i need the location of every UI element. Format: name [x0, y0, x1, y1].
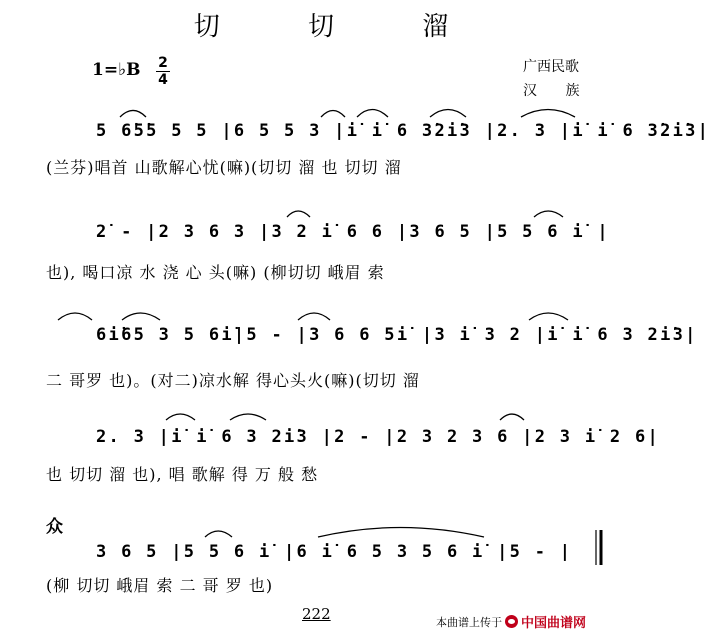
- site-name[interactable]: 中国曲谱网: [521, 616, 587, 631]
- slur: [318, 528, 484, 538]
- slur: [205, 531, 232, 537]
- notation-line-1: 5 6̇5̇5 5 5 |6 5 5 3 |i̇ i̇ 6 3̇2i̇3 |2. 3 |i̇ i̇ 6 3̇2i̇3|: [96, 121, 710, 141]
- key-signature: 1=♭B: [92, 60, 141, 80]
- chorus-marker: 众: [46, 517, 63, 537]
- slur: [521, 110, 575, 118]
- lyrics-line-4: 也 切切 溜 也), 唱 歌解 得 万 般 愁: [46, 465, 319, 484]
- final-barline: [596, 530, 601, 565]
- song-title: 切 切 溜: [193, 12, 489, 42]
- lyrics-line-2: 也), 喝口凉 水 浇 心 头(嘛) (柳切切 峨眉 索: [46, 263, 385, 282]
- lyrics-line-5: (柳 切切 峨眉 索 二 哥 罗 也): [46, 576, 274, 595]
- slur: [321, 111, 345, 118]
- lyrics-line-3: 二 哥罗 也)。(对二)凉水解 得心头火(嘛)(切切 溜: [46, 371, 420, 390]
- footer-credit: [436, 612, 586, 631]
- lyrics-line-1: (兰芬)唱首 山歌解心忧(嘛)(切切 溜 也 切切 溜: [46, 158, 402, 177]
- notation-line-2: 2̇ - |2 3 6 3 |3 2 i̇ 6 6 |3 6 5 |5 5 6 i̇ |: [96, 222, 610, 242]
- slur: [500, 414, 524, 420]
- slur: [298, 313, 330, 320]
- meter-bottom: 4: [158, 72, 168, 88]
- notation-line-4: 2. 3 |i̇ i̇ 6 3 2i̇3 |2 - |2 3 2 3 6 |2 3 i̇ 2 6|: [96, 427, 661, 447]
- ethnic-group: 汉 族: [523, 83, 592, 99]
- slur: [357, 110, 388, 118]
- slur: [430, 110, 466, 118]
- upload-text: 本曲谱上传于: [436, 615, 502, 629]
- notation-line-5: 3 6 5 |5 5 6 i̇ |6 i̇ 6 5 3 5 6 i̇ |5 - |: [96, 542, 573, 562]
- page-number: 222: [302, 605, 331, 623]
- meter-top: 2: [158, 55, 168, 71]
- slurs: [58, 110, 575, 538]
- slur: [58, 313, 92, 320]
- slur: [122, 313, 160, 320]
- slur: [534, 211, 563, 217]
- slur: [120, 111, 146, 118]
- site-logo-icon: [505, 615, 518, 628]
- slur: [230, 414, 266, 420]
- song-origin: 广西民歌: [523, 59, 579, 75]
- slur: [287, 211, 310, 217]
- slur: [529, 313, 568, 320]
- slur: [166, 414, 195, 420]
- notation-line-3: 6i̇65 3 5 6i̇|5 - |3 6 6 5i̇ |3 i̇ 3 2 |i̇ i̇ 6 3 2i̇3|: [96, 325, 698, 345]
